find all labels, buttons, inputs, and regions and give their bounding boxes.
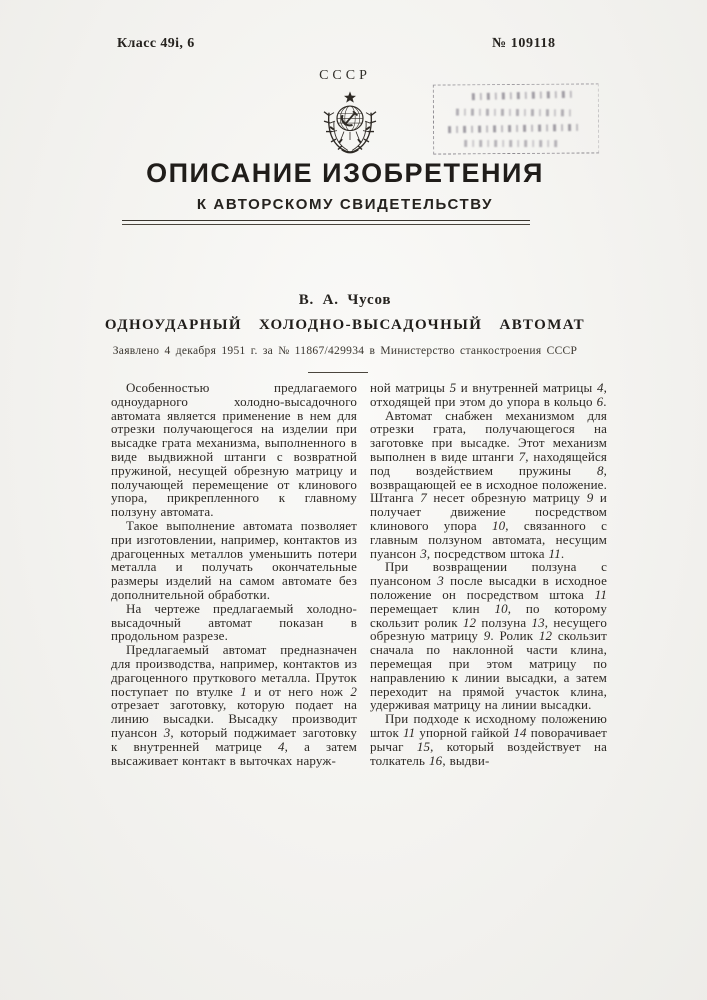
double-rule: [122, 220, 530, 225]
stamp-smudge-line: [464, 140, 560, 147]
invention-title: ОДНОУДАРНЫЙ ХОЛОДНО-ВЫСАДОЧНЫЙ АВТОМАТ: [104, 317, 586, 333]
ink-stamp: [433, 83, 599, 154]
author-name: В. А. Чусов: [298, 292, 392, 308]
paragraph: При возвращении ползуна с пуансоном 3 после высадки в исходное положение он посредством штока 11 перемещает клин 10, по которому скользит ролик 12 ползуна 13, несущего обрезную матрицу 9. Ролик 12 скользит сначала по наклонной части клина, перемещая при этом матрицу по направлению к линии высадки, а затем переходит на прямой участок клина, удерживая матрицу на линии высадки.: [370, 559, 608, 713]
doc-type-subtitle: К АВТОРСКОМУ СВИДЕТЕЛЬСТВУ: [196, 196, 494, 213]
paragraph: Такое выполнение автомата позволяет при изготовлении, например, контактов из драгоценных металлов уменьшить потери металла и получать окончательные размеры изделий на самом автомате без дополнительной обработки.: [111, 517, 357, 602]
paragraph: Автомат снабжен механизмом для отрезки грата, получающегося на заготовке при высадке. Этот механизм выполнен в виде штанги 7, находящейся под воздействием пружины 8, возвращающей ее в исходное положение. Штанга 7 несет обрезную матрицу 9 и получает движение посредством клинового упора 10, связанного с главным ползуном автомата, несущим пуансон 3, посредством штока 11.: [370, 407, 608, 561]
body-text: [111, 381, 607, 767]
stamp-smudge-line: [472, 91, 577, 101]
paragraph: Особенностью предлагаемого одноударного холодно-высадочного автомата является применение в нем для отрезки получающегося на изделии при высадке грата механизма, выполненного в виде выдвижной штанги с возвратной пружиной, несущей обрезную матрицу и получающей перемещение от клинового упора, прикрепленного к главному ползуну автомата.: [111, 380, 357, 520]
paragraph: Предлагаемый автомат предназначен для производства, например, контактов из драгоценного пруткового металла. Пруток поступает по втулке 1 и от него нож 2 отрезает заготовку, которую подает на линию высадки. Высадку производит пуансон 3, который поджимает заготовку к внутренней матрице 4, а затем высаживает контакт в выточках наруж-: [111, 642, 357, 768]
paragraph: При подходе к исходному положению шток 11 упорной гайкой 14 поворачивает рычаг 15, который воздействует на толкатель 16, выдви-: [370, 711, 607, 768]
ussr-coat-of-arms-icon: [318, 90, 382, 158]
paragraph: На чертеже предлагаемый холодно-высадочный автомат показан в продольном разрезе.: [111, 600, 357, 644]
paragraph: ной матрицы 5 и внутренней матрицы 4, отходящей при этом до упора в кольцо 6.: [370, 380, 607, 409]
left-column: [111, 381, 357, 767]
class-label: Класс 49i, 6: [117, 36, 195, 51]
stamp-smudge-line: [448, 124, 580, 133]
stamp-smudge-line: [456, 109, 574, 117]
section-divider: [308, 372, 368, 373]
patent-number: № 109118: [492, 36, 556, 51]
country-label: СССР: [319, 68, 371, 83]
filing-info: Заявлено 4 декабря 1951 г. за № 11867/429934 в Министерство станкостроения СССР: [112, 345, 578, 357]
doc-type-title: ОПИСАНИЕ ИЗОБРЕТЕНИЯ: [146, 158, 544, 188]
right-column: [370, 381, 607, 767]
